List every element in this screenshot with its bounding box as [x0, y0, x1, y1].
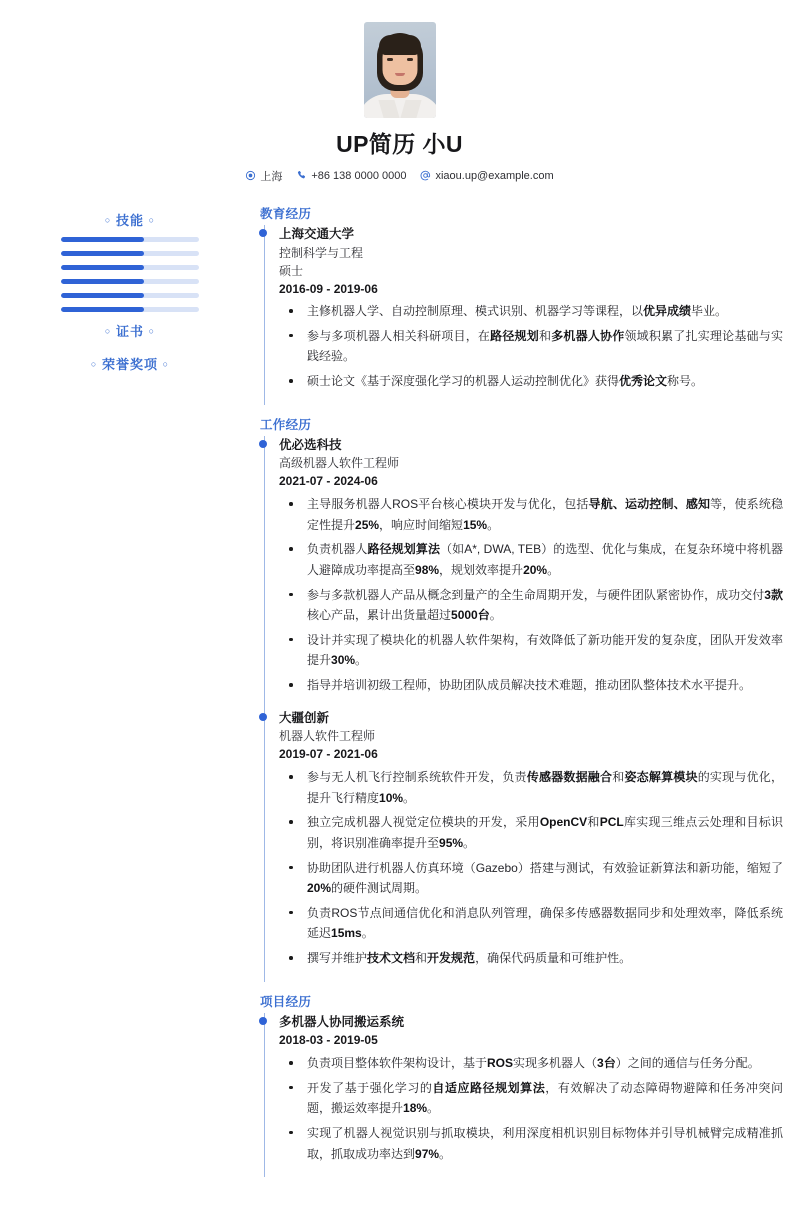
sidebar-heading-awards	[14, 354, 246, 373]
bullet-item: 指导并培训初级工程师，协助团队成员解决技术难题，推动团队整体技术水平提升。	[279, 675, 783, 696]
timeline-entry	[279, 1013, 783, 1177]
contact-phone	[296, 170, 406, 182]
skill-item	[14, 307, 246, 312]
bullet-item: 协助团队进行机器人仿真环境（Gazebo）搭建与测试，有效验证新算法和新功能，缩短了20%的硬件测试周期。	[279, 858, 783, 899]
skill-bar-track	[61, 251, 199, 256]
bullet-item: 主修机器人学、自动控制原理、模式识别、机器学习等课程，以优异成绩毕业。	[279, 301, 783, 322]
timeline-entry	[279, 436, 783, 709]
email-at-icon	[420, 170, 431, 181]
entry-title: 多机器人协同搬运系统	[279, 1014, 405, 1029]
section-heading-projects: 项目经历	[260, 994, 312, 1009]
bullet-item: 设计并实现了模块化的机器人软件架构，有效降低了新功能开发的复杂度，团队开发效率提升30%。	[279, 630, 783, 671]
entry-date: 2016-09 - 2019-06	[279, 281, 378, 296]
section-projects	[260, 992, 783, 1177]
bullet-item: 负责ROS节点间通信优化和消息队列管理，确保多传感器数据同步和处理效率，降低系统延迟15ms。	[279, 903, 783, 944]
entry-bullets	[279, 1053, 783, 1164]
sidebar	[14, 204, 246, 384]
contact-email-text: xiaou.up@example.com	[435, 169, 554, 182]
skill-item	[14, 237, 246, 242]
section-education	[260, 204, 783, 405]
skill-bar-fill	[61, 251, 144, 256]
entry-bullets	[279, 301, 783, 392]
timeline-entry	[279, 709, 783, 982]
bullet-item: 参与无人机飞行控制系统软件开发，负责传感器数据融合和姿态解算模块的实现与优化，提升飞行精度10%。	[279, 767, 783, 808]
ring-right-icon: ○	[148, 326, 156, 337]
bullet-item: 参与多款机器人产品从概念到量产的全生命周期开发，与硬件团队紧密协作，成功交付3款核心产品，累计出货量超过5000台。	[279, 585, 783, 626]
bullet-item: 负责机器人路径规划算法（如A*, DWA, TEB）的选型、优化与集成，在复杂环境中将机器人避障成功率提高至98%，规划效率提升20%。	[279, 539, 783, 580]
skill-item	[14, 293, 246, 298]
sidebar-heading-certificates-label: 证书	[115, 323, 144, 339]
sidebar-heading-awards-label: 荣誉奖项	[101, 356, 158, 372]
avatar	[364, 22, 436, 118]
entry-bullets	[279, 494, 783, 696]
work-timeline	[264, 436, 783, 982]
contact-location	[245, 168, 282, 184]
resume-header	[0, 0, 799, 194]
entry-role: 机器人软件工程师	[279, 729, 376, 744]
skill-bar-fill	[61, 265, 144, 270]
ring-right-icon: ○	[148, 215, 156, 226]
skill-bar-fill	[61, 307, 144, 312]
bullet-item: 参与多项机器人相关科研项目，在路径规划和多机器人协作领域积累了扎实理论基础与实践经验。	[279, 326, 783, 367]
section-heading-education: 教育经历	[260, 206, 312, 221]
skills-list	[14, 237, 246, 312]
phone-icon	[296, 170, 307, 181]
contact-row	[0, 168, 799, 184]
section-work	[260, 415, 783, 982]
ring-left-icon: ○	[104, 215, 112, 226]
sidebar-heading-certificates	[14, 321, 246, 340]
bullet-item: 主导服务机器人ROS平台核心模块开发与优化，包括导航、运动控制、感知等，使系统稳定性提升25%，响应时间缩短15%。	[279, 494, 783, 535]
ring-left-icon: ○	[90, 359, 98, 370]
entry-title: 大疆创新	[279, 710, 330, 725]
bullet-item: 实现了机器人视觉识别与抓取模块，利用深度相机识别目标物体并引导机械臂完成精准抓取，抓取成功率达到97%。	[279, 1123, 783, 1164]
sidebar-heading-skills	[14, 210, 246, 229]
bullet-item: 硕士论文《基于深度强化学习的机器人运动控制优化》获得优秀论文称号。	[279, 371, 783, 392]
skill-bar-fill	[61, 293, 144, 298]
projects-timeline	[264, 1013, 783, 1177]
entry-date: 2019-07 - 2021-06	[279, 747, 378, 762]
skill-bar-fill	[61, 237, 144, 242]
avatar-eye-left	[387, 58, 393, 61]
timeline-entry	[279, 225, 783, 405]
entry-title: 优必选科技	[279, 437, 342, 452]
skill-item	[14, 251, 246, 256]
contact-phone-text: +86 138 0000 0000	[311, 169, 407, 182]
education-timeline	[264, 225, 783, 405]
skill-bar-fill	[61, 279, 144, 284]
skill-bar-track	[61, 265, 199, 270]
skill-bar-track	[61, 293, 199, 298]
entry-title: 上海交通大学	[279, 226, 355, 241]
ring-left-icon: ○	[104, 326, 112, 337]
entry-major: 控制科学与工程	[279, 245, 364, 260]
entry-bullets	[279, 767, 783, 969]
ring-right-icon: ○	[162, 359, 170, 370]
entry-role: 高级机器人软件工程师	[279, 456, 400, 471]
main-content	[260, 204, 783, 1187]
avatar-mouth	[395, 73, 405, 76]
location-pin-icon	[245, 170, 256, 181]
skill-item	[14, 265, 246, 270]
contact-email	[420, 170, 553, 182]
page-title: UP简历 小U	[336, 131, 463, 157]
skill-bar-track	[61, 237, 199, 242]
bullet-item: 负责项目整体软件架构设计，基于ROS实现多机器人（3台）之间的通信与任务分配。	[279, 1053, 783, 1074]
avatar-fringe	[379, 35, 421, 55]
entry-degree: 硕士	[279, 263, 304, 278]
skill-item	[14, 279, 246, 284]
resume-body	[0, 194, 799, 1207]
entry-date: 2021-07 - 2024-06	[279, 474, 378, 489]
section-heading-work: 工作经历	[260, 417, 312, 432]
entry-date: 2018-03 - 2019-05	[279, 1033, 378, 1048]
bullet-item: 独立完成机器人视觉定位模块的开发，采用OpenCV和PCL库实现三维点云处理和目标识别，将识别准确率提升至95%。	[279, 812, 783, 853]
sidebar-heading-skills-label: 技能	[115, 212, 144, 228]
bullet-item: 开发了基于强化学习的自适应路径规划算法，有效解决了动态障碍物避障和任务冲突问题，搬运效率提升18%。	[279, 1078, 783, 1119]
contact-location-text: 上海	[260, 170, 283, 183]
skill-bar-track	[61, 279, 199, 284]
skill-bar-track	[61, 307, 199, 312]
avatar-eye-right	[407, 58, 413, 61]
bullet-item: 撰写并维护技术文档和开发规范，确保代码质量和可维护性。	[279, 948, 783, 969]
